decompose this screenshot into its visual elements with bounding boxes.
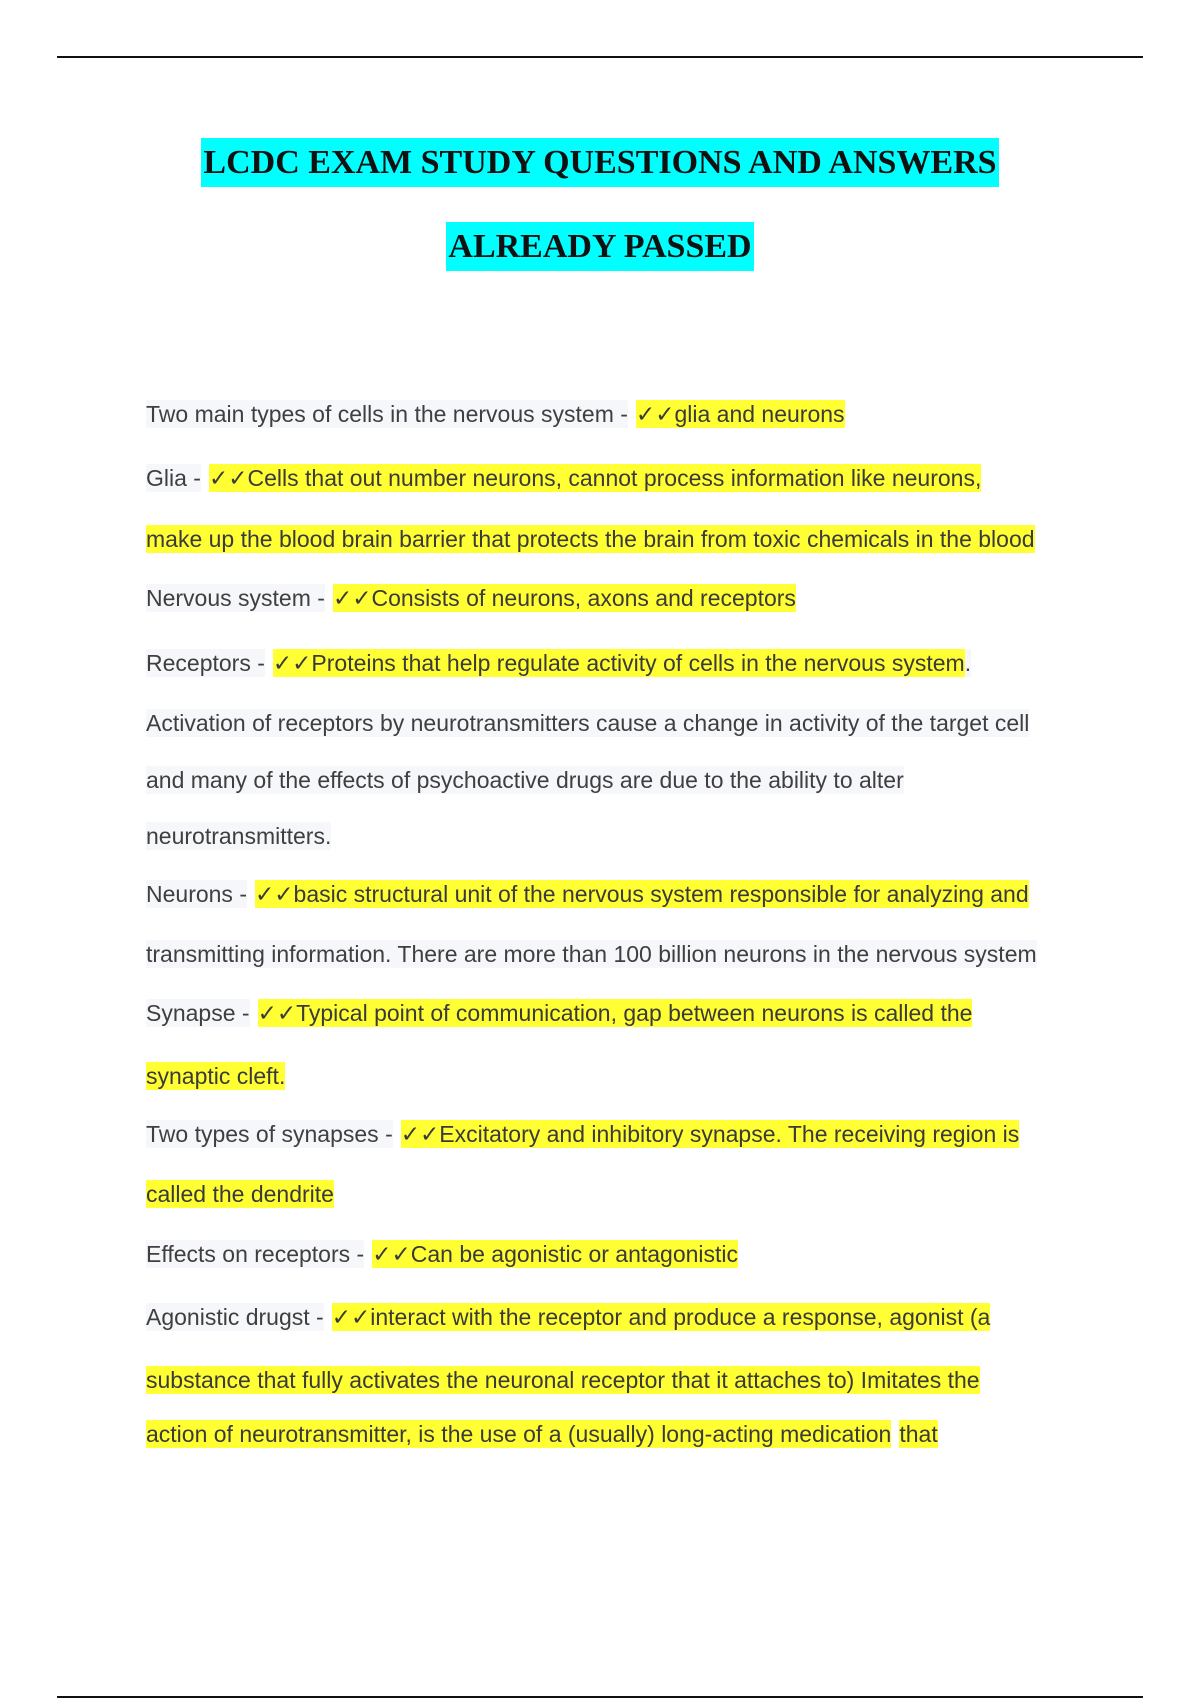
body-text: neurotransmitters. xyxy=(146,823,332,849)
body-line xyxy=(146,764,904,796)
qa-line xyxy=(146,997,972,1029)
qa-line xyxy=(146,1238,738,1270)
answer-text: ✓✓Typical point of communication, gap between neurons is called the xyxy=(257,1000,973,1026)
qa-line xyxy=(146,1301,990,1333)
body-line xyxy=(146,938,1037,970)
answer-text: synaptic cleft. xyxy=(146,1063,286,1089)
answer-continuation xyxy=(146,523,1035,555)
answer-text-tail: that xyxy=(899,1421,938,1447)
answer-text: ✓✓glia and neurons xyxy=(635,401,845,427)
answer-text: ✓✓basic structural unit of the nervous system responsible for analyzing and xyxy=(254,881,1029,907)
question-text: Nervous system - xyxy=(146,585,325,611)
body-line xyxy=(146,707,1029,739)
answer-continuation xyxy=(146,1060,285,1092)
body-text: and many of the effects of psychoactive drugs are due to the ability to alter xyxy=(146,767,904,793)
answer-text: action of neurotransmitter, is the use of a (usually) long-acting medication xyxy=(146,1421,892,1447)
document-title-line-1: LCDC EXAM STUDY QUESTIONS AND ANSWERS xyxy=(0,144,1200,182)
body-line xyxy=(146,820,331,852)
question-text: Neurons - xyxy=(146,881,247,907)
answer-text: ✓✓Can be agonistic or antagonistic xyxy=(372,1241,739,1267)
answer-text: ✓✓interact with the receptor and produce a response, agonist (a xyxy=(331,1304,991,1330)
qa-line xyxy=(146,582,796,614)
qa-line xyxy=(146,398,845,430)
top-rule xyxy=(57,56,1143,58)
qa-line xyxy=(146,462,981,494)
question-text: Agonistic drugst - xyxy=(146,1304,324,1330)
trailing-text: . xyxy=(964,650,972,676)
answer-text: ✓✓Excitatory and inhibitory synapse. The receiving region is xyxy=(400,1121,1020,1147)
answer-text: ✓✓Cells that out number neurons, cannot process information like neurons, xyxy=(208,465,982,491)
qa-line xyxy=(146,647,971,679)
question-text: Receptors - xyxy=(146,650,265,676)
qa-line xyxy=(146,1118,1019,1150)
body-text: Activation of receptors by neurotransmitters cause a change in activity of the target cell xyxy=(146,710,1030,736)
document-title-line-2: ALREADY PASSED xyxy=(0,228,1200,266)
body-text: transmitting information. There are more than 100 billion neurons in the nervous system xyxy=(146,941,1037,967)
answer-continuation xyxy=(146,1364,980,1396)
qa-line xyxy=(146,878,1029,910)
answer-text: make up the blood brain barrier that protects the brain from toxic chemicals in the blood xyxy=(146,526,1035,552)
answer-text: substance that fully activates the neuronal receptor that it attaches to) Imitates the xyxy=(146,1367,980,1393)
answer-text: ✓✓Proteins that help regulate activity of cells in the nervous system xyxy=(272,650,965,676)
answer-continuation xyxy=(146,1178,334,1210)
bottom-rule xyxy=(57,1696,1143,1698)
answer-text: called the dendrite xyxy=(146,1181,334,1207)
answer-text: ✓✓Consists of neurons, axons and receptors xyxy=(332,585,796,611)
question-text: Synapse - xyxy=(146,1000,250,1026)
question-text: Two types of synapses - xyxy=(146,1121,393,1147)
question-text: Glia - xyxy=(146,465,201,491)
answer-continuation xyxy=(146,1418,938,1450)
question-text: Two main types of cells in the nervous system - xyxy=(146,401,628,427)
question-text: Effects on receptors - xyxy=(146,1241,365,1267)
